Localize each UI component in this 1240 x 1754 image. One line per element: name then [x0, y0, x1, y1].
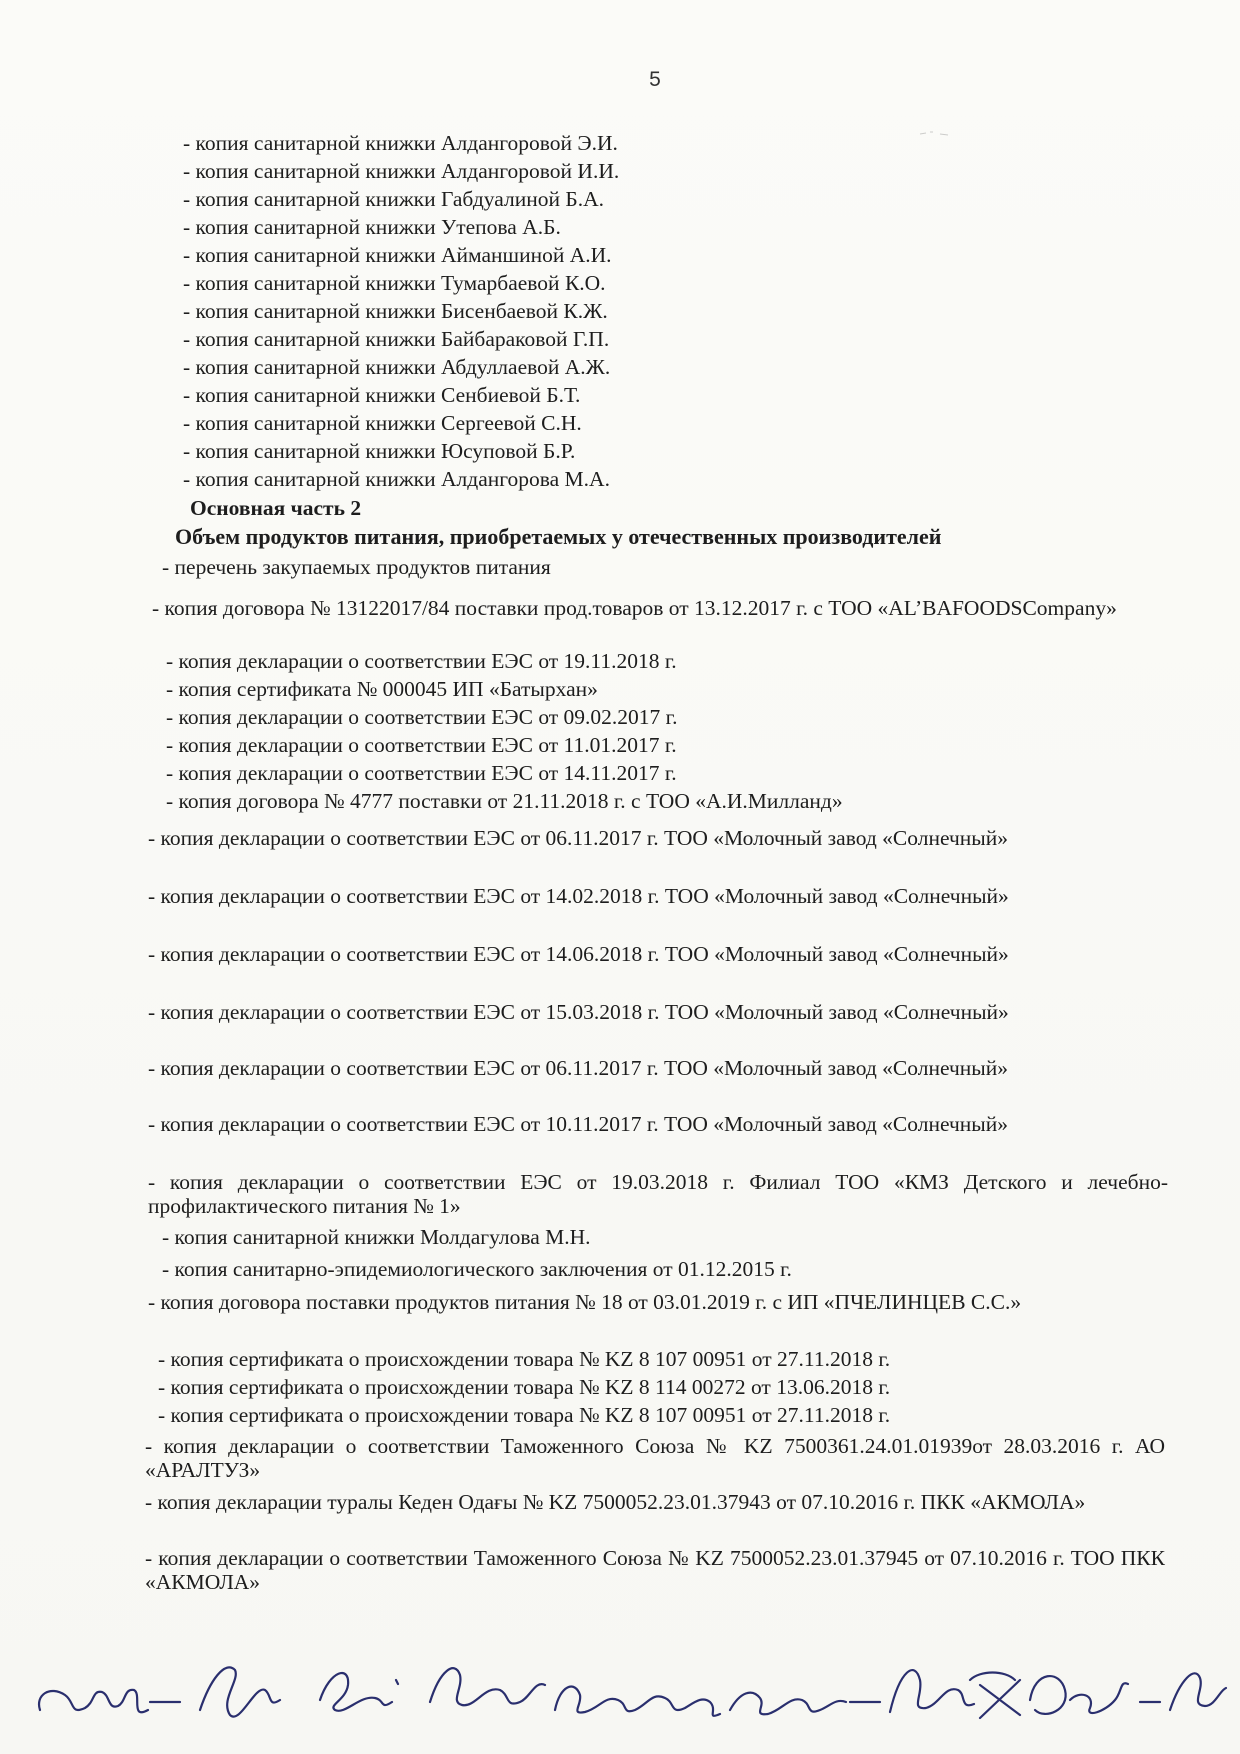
list-item: - копия санитарной книжки Бисенбаевой К.Ж.: [183, 299, 608, 323]
list-item: - копия декларации о соответствии Таможенного Союза № KZ 7500361.24.01.01939от 28.03.2016 г. АО «АРАЛТУЗ»: [145, 1434, 1165, 1482]
list-item: - копия декларации о соответствии ЕЭС от 09.02.2017 г.: [166, 705, 678, 729]
list-item: - копия санитарной книжки Юсуповой Б.Р.: [183, 439, 576, 463]
list-item: - копия санитарной книжки Алдангоровой И.И.: [183, 159, 620, 183]
list-item: - копия сертификата о происхождении товара № KZ 8 114 00272 от 13.06.2018 г.: [158, 1375, 891, 1399]
list-item: - перечень закупаемых продуктов питания: [162, 555, 551, 579]
list-item: - копия декларации о соответствии ЕЭС от 06.11.2017 г. ТОО «Молочный завод «Солнечный»: [148, 1056, 1008, 1080]
list-item: - копия договора № 4777 поставки от 21.11.2018 г. с ТОО «А.И.Милланд»: [166, 789, 843, 813]
list-item: - копия декларации о соответствии ЕЭС от 14.11.2017 г.: [166, 761, 677, 785]
list-item: - копия декларации о соответствии ЕЭС от 06.11.2017 г. ТОО «Молочный завод «Солнечный»: [148, 826, 1008, 850]
list-item: - копия санитарной книжки Байбараковой Г.П.: [183, 327, 610, 351]
list-item: - копия санитарной книжки Молдагулова М.Н.: [162, 1225, 591, 1249]
list-item: - копия декларации о соответствии ЕЭС от 15.03.2018 г. ТОО «Молочный завод «Солнечный»: [148, 1000, 1009, 1024]
list-item: - копия санитарной книжки Сенбиевой Б.Т.: [183, 383, 581, 407]
list-item: - копия санитарной книжки Утепова А.Б.: [183, 215, 561, 239]
list-item: - копия декларации о соответствии Таможенного Союза № KZ 7500052.23.01.37945 от 07.10.2016 г. ТОО ПКК «АКМОЛА»: [145, 1546, 1165, 1594]
list-item: - копия санитарной книжки Сергеевой С.Н.: [183, 411, 582, 435]
list-item: - копия договора поставки продуктов питания № 18 от 03.01.2019 г. с ИП «ПЧЕЛИНЦЕВ С.С.»: [148, 1290, 1022, 1314]
list-item: - копия санитарно-эпидемиологического заключения от 01.12.2015 г.: [162, 1257, 792, 1281]
page-number: 5: [649, 68, 661, 91]
list-item: - копия декларации о соответствии ЕЭС от 19.03.2018 г. Филиал ТОО «КМЗ Детского и лечебно-профилактического питания № 1»: [148, 1170, 1168, 1218]
scan-speck: [920, 130, 950, 136]
list-item: - копия сертификата о происхождении товара № KZ 8 107 00951 от 27.11.2018 г.: [158, 1347, 891, 1371]
list-item: - копия декларации о соответствии ЕЭС от 10.11.2017 г. ТОО «Молочный завод «Солнечный»: [148, 1112, 1008, 1136]
list-item: - копия санитарной книжки Алдангоровой Э.И.: [183, 131, 618, 155]
list-item: - копия декларации о соответствии ЕЭС от 14.06.2018 г. ТОО «Молочный завод «Солнечный»: [148, 942, 1009, 966]
list-item: - копия санитарной книжки Алдангорова М.А.: [183, 467, 610, 491]
list-item: - копия договора № 13122017/84 поставки прод.товаров от 13.12.2017 г. с ТОО «AL’BAFOODSCompany»: [152, 596, 1117, 620]
list-item: - копия декларации туралы Кеден Одағы № KZ 7500052.23.01.37943 от 07.10.2016 г. ПКК «АКМОЛА»: [145, 1490, 1086, 1514]
list-item: - копия декларации о соответствии ЕЭС от 14.02.2018 г. ТОО «Молочный завод «Солнечный»: [148, 884, 1009, 908]
list-item: - копия сертификата № 000045 ИП «Батырхан»: [166, 677, 598, 701]
list-item: - копия декларации о соответствии ЕЭС от 11.01.2017 г.: [166, 733, 677, 757]
list-item: - копия сертификата о происхождении товара № KZ 8 107 00951 от 27.11.2018 г.: [158, 1403, 891, 1427]
list-item: - копия санитарной книжки Айманшиной А.И.: [183, 243, 612, 267]
list-item: - копия санитарной книжки Тумарбаевой К.О.: [183, 271, 606, 295]
list-item: - копия санитарной книжки Габдуалиной Б.А.: [183, 187, 604, 211]
list-item: - копия декларации о соответствии ЕЭС от 19.11.2018 г.: [166, 649, 677, 673]
handwritten-signatures: [30, 1640, 1230, 1750]
section-heading: Основная часть 2: [190, 496, 362, 520]
section-subheading: Объем продуктов питания, приобретаемых у отечественных производителей: [175, 524, 942, 549]
list-item: - копия санитарной книжки Абдуллаевой А.Ж.: [183, 355, 611, 379]
